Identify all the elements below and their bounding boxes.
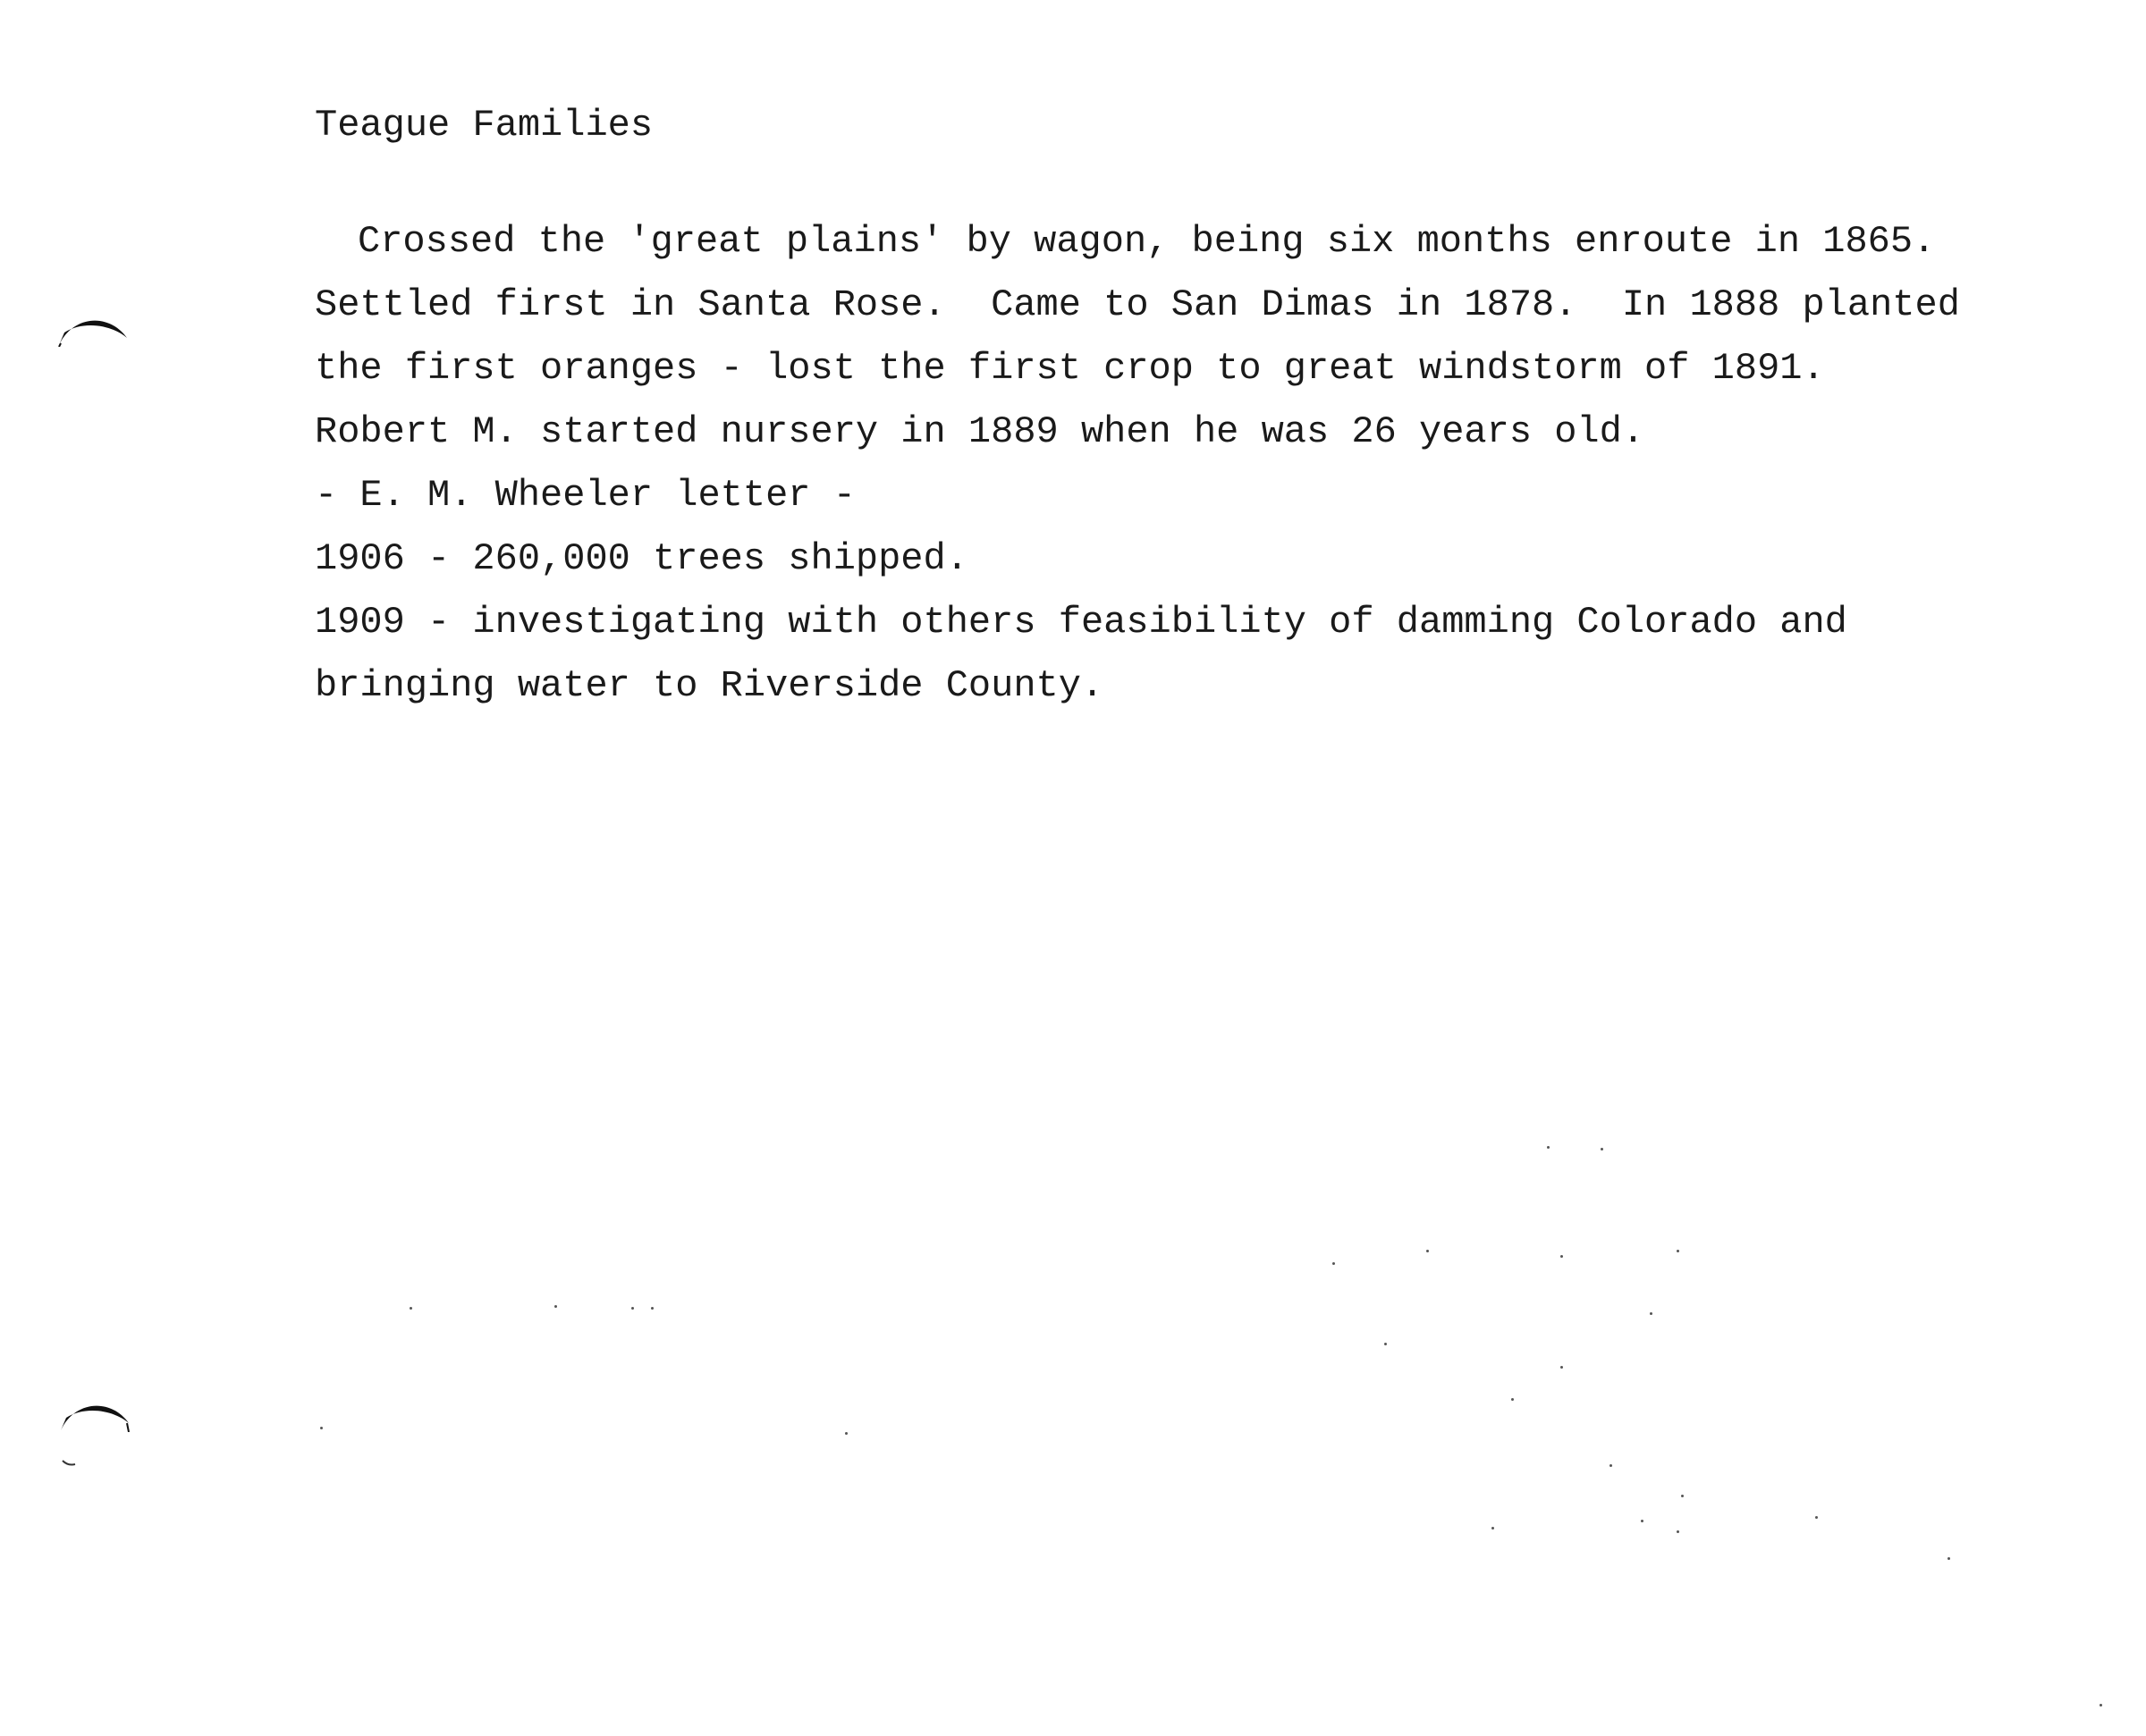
scan-speck [1601, 1148, 1603, 1150]
scan-speck [1681, 1495, 1684, 1497]
scan-speck [1560, 1366, 1563, 1369]
scan-speck [2100, 1704, 2102, 1707]
scan-speck [631, 1307, 634, 1310]
text-line: bringing water to Riverside County. [315, 664, 1104, 707]
scan-speck [845, 1432, 848, 1435]
page-title: Teague Families [315, 104, 654, 147]
scan-speck [410, 1307, 412, 1310]
text-line: Settled first in Santa Rose. Came to San Dimas in 1878. In 1888 planted [315, 283, 1960, 326]
scan-speck [651, 1307, 654, 1310]
scan-speck [1547, 1146, 1550, 1149]
text-line: 1906 - 260,000 trees shipped. [315, 537, 968, 580]
scan-speck [320, 1427, 323, 1429]
scan-speck [1511, 1398, 1514, 1401]
body-text [315, 210, 2014, 718]
text-line: the first oranges - lost the first crop to great windstorm of 1891. [315, 347, 1825, 390]
scan-speck [1677, 1250, 1679, 1252]
scan-speck [554, 1305, 557, 1308]
text-line: 1909 - investigating with others feasibility of damming Colorado and [315, 601, 1847, 644]
text-line: Crossed the 'great plains' by wagon, being six months enroute in 1865. [358, 220, 1936, 263]
text-line: Robert M. started nursery in 1889 when he was 26 years old. [315, 410, 1645, 453]
scan-speck [1491, 1527, 1494, 1530]
scan-speck [1560, 1255, 1563, 1258]
scan-speck [1384, 1343, 1387, 1345]
scan-speck [1650, 1312, 1652, 1315]
scan-speck [1610, 1464, 1612, 1467]
scan-speck [1677, 1530, 1679, 1533]
punch-hole-mark [57, 311, 129, 347]
scan-speck [1426, 1250, 1429, 1252]
punch-hole-mark [59, 1396, 131, 1432]
scan-speck [1947, 1557, 1950, 1560]
text-line: - E. M. Wheeler letter - [315, 474, 856, 517]
scan-speck [1332, 1262, 1335, 1265]
scan-mark [61, 1459, 79, 1468]
scan-speck [1815, 1516, 1818, 1519]
scan-speck [1641, 1520, 1643, 1522]
